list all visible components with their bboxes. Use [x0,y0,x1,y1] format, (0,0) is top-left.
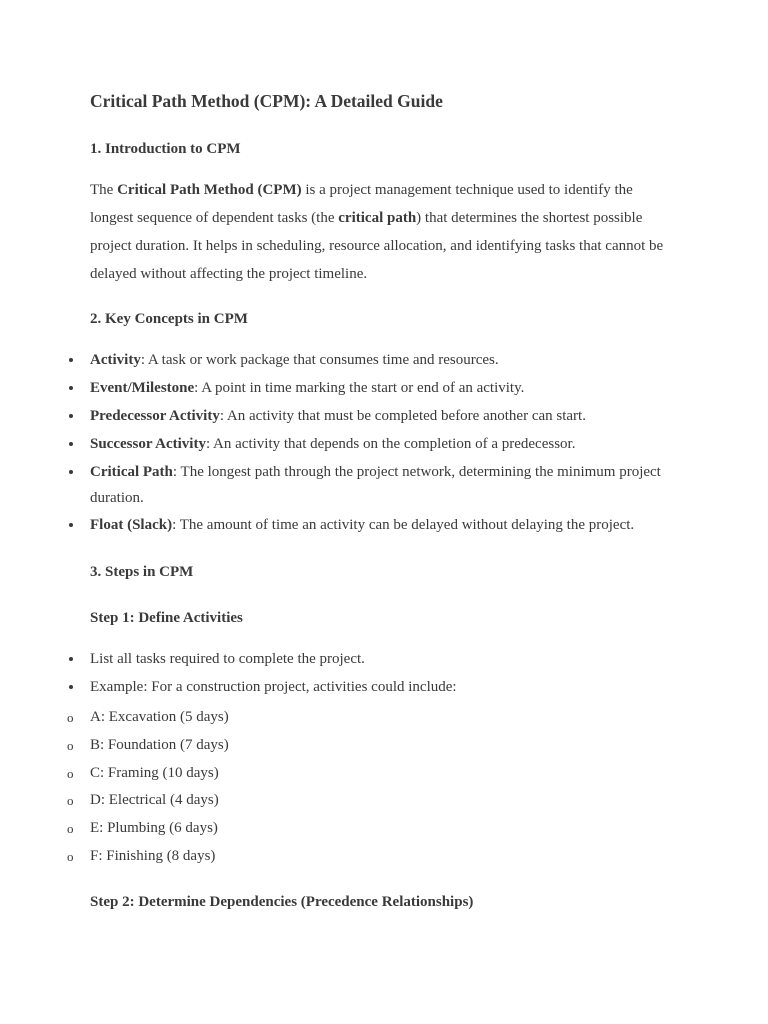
list-item [66,787,686,815]
concept-definition: : A point in time marking the start or end of an activity. [194,380,525,396]
activity-label: E: Plumbing (6 days) [90,820,218,837]
activity-label: D: Electrical (4 days) [90,792,219,809]
activity-label: A: Excavation (5 days) [90,709,229,725]
concept-definition: : The amount of time an activity can be delayed without delaying the project. [172,517,635,533]
step2-heading: Step 2: Determine Dependencies (Precedence Relationships) [90,894,474,910]
concept-term: Activity [90,352,141,368]
concepts-list [66,346,686,539]
list-item: List all tasks required to complete the project. [66,645,686,673]
intro-paragraph [90,176,680,288]
concept-term: Predecessor Activity [90,408,220,424]
list-marker: o [67,710,74,725]
list-marker: o [67,793,74,809]
list-item [66,843,686,871]
list-item [66,430,686,458]
concept-term: Float (Slack) [90,517,173,533]
list-marker: o [67,821,74,837]
concept-term: Event/Milestone [90,380,195,396]
intro-text: is a project management technique used to identify the [301,182,633,198]
intro-text: delayed without affecting the project timeline. [90,266,368,282]
step1-bullets [66,645,686,701]
list-item: Example: For a construction project, activities could include: [66,673,686,701]
activity-label: C: Framing (10 days) [90,764,219,781]
concept-definition-continued: duration. [90,490,144,506]
list-item [66,511,686,539]
list-item [66,402,686,430]
list-marker: o [67,765,74,781]
intro-term-cpm: Critical Path Method (CPM) [117,182,302,198]
concept-term: Critical Path [90,464,173,480]
list-item [66,760,686,788]
document-title: Critical Path Method (CPM): A Detailed Guide [90,91,443,111]
activity-label: F: Finishing (8 days) [90,847,216,864]
section-heading-intro: 1. Introduction to CPM [90,141,241,157]
step1-heading: Step 1: Define Activities [90,610,243,626]
list-marker: o [67,737,74,753]
list-item [66,815,686,843]
list-item [66,704,686,732]
list-item [66,458,686,511]
intro-text: The [90,182,118,198]
concept-definition: : An activity that must be completed before another can start. [219,408,586,424]
list-marker: o [67,848,74,864]
intro-text: ) that determines the shortest possible [416,210,643,226]
concept-definition: : The longest path through the project network, determining the minimum project [172,464,661,480]
concept-definition: : An activity that depends on the completion of a predecessor. [205,436,576,452]
concept-term: Successor Activity [90,436,206,452]
intro-text: project duration. It helps in scheduling, resource allocation, and identifying tasks that cannot be [90,238,664,254]
activities-list [66,704,686,871]
list-item [66,374,686,402]
section-heading-steps: 3. Steps in CPM [90,564,194,580]
section-heading-concepts: 2. Key Concepts in CPM [90,311,248,327]
list-item [66,732,686,760]
concept-definition: : A task or work package that consumes time and resources. [140,352,499,368]
activity-label: B: Foundation (7 days) [90,736,229,753]
intro-text: longest sequence of dependent tasks (the [90,210,339,226]
intro-term-critical-path: critical path [338,210,417,226]
list-item [66,346,686,374]
